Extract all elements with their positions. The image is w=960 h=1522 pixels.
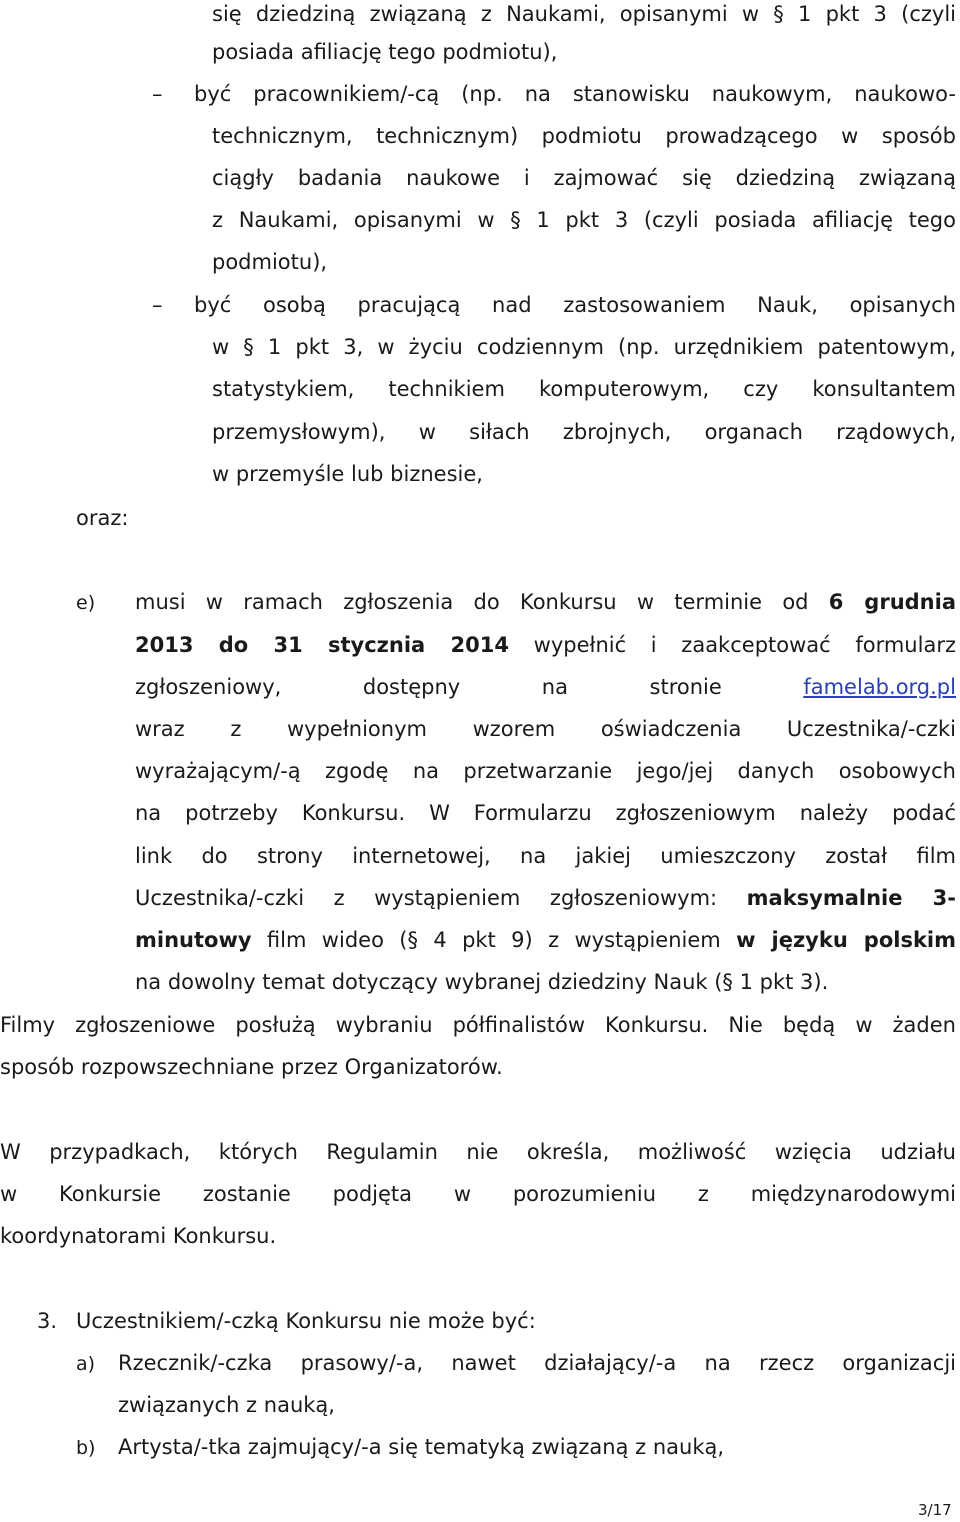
paragraph-line: w Konkursie zostanie podjęta w porozumieniu z międzynarodowymi bbox=[0, 1182, 956, 1206]
section-number: 3. bbox=[37, 1309, 58, 1333]
item-e-line: zgłoszeniowy, dostępny na stronie famelab.org.pl bbox=[135, 675, 956, 699]
item-e-line: minutowy film wideo (§ 4 pkt 9) z wystąpieniem w języku polskim bbox=[135, 928, 956, 952]
item-e-line: Uczestnika/-czki z wystąpieniem zgłoszeniowym: maksymalnie 3- bbox=[135, 886, 956, 910]
item-e-line: wyrażającym/-ą zgodę na przetwarzanie jego/jej danych osobowych bbox=[135, 759, 956, 783]
item-e-line: wraz z wypełnionym wzorem oświadczenia Uczestnika/-czki bbox=[135, 717, 956, 741]
paragraph-line: koordynatorami Konkursu. bbox=[0, 1224, 277, 1248]
oraz-label: oraz: bbox=[76, 506, 129, 530]
bullet-line: podmiotu), bbox=[212, 250, 328, 274]
bullet-line: być osobą pracującą nad zastosowaniem Nauk, opisanych bbox=[194, 293, 956, 317]
bullet-line: ciągły badania naukowe i zajmować się dziedziną związaną bbox=[212, 166, 956, 190]
list-continuation-line: posiada afiliację tego podmiotu), bbox=[212, 40, 558, 64]
bullet-dash: – bbox=[152, 82, 163, 106]
bullet-line: z Naukami, opisanymi w § 1 pkt 3 (czyli posiada afiliację tego bbox=[212, 208, 956, 232]
bullet-line: przemysłowym), w siłach zbrojnych, organach rządowych, bbox=[212, 420, 956, 444]
item-e-line: musi w ramach zgłoszenia do Konkursu w terminie od 6 grudnia bbox=[135, 590, 957, 614]
bullet-dash: – bbox=[152, 293, 163, 317]
bullet-line: być pracownikiem/-cą (np. na stanowisku naukowym, naukowo- bbox=[194, 82, 956, 106]
section-item-line: Rzecznik/-czka prasowy/-a, nawet działający/-a na rzecz organizacji bbox=[118, 1351, 956, 1375]
item-marker: a) bbox=[76, 1353, 96, 1375]
bullet-line: w § 1 pkt 3, w życiu codziennym (np. urzędnikiem patentowym, bbox=[212, 335, 956, 359]
paragraph-line: W przypadkach, których Regulamin nie określa, możliwość wzięcia udziału bbox=[0, 1140, 956, 1164]
section-item-line: Artysta/-tka zajmujący/-a się tematyką związaną z nauką, bbox=[118, 1435, 725, 1459]
section-item-line: związanych z nauką, bbox=[118, 1393, 335, 1417]
item-e-line: na dowolny temat dotyczący wybranej dziedziny Nauk (§ 1 pkt 3). bbox=[135, 970, 829, 994]
item-e-line: na potrzeby Konkursu. W Formularzu zgłoszeniowym należy podać bbox=[135, 801, 956, 825]
bullet-line: technicznym, technicznym) podmiotu prowadzącego w sposób bbox=[212, 124, 956, 148]
paragraph-line: Filmy zgłoszeniowe posłużą wybraniu półfinalistów Konkursu. Nie będą w żaden bbox=[0, 1013, 956, 1037]
section-heading: Uczestnikiem/-czką Konkursu nie może być: bbox=[76, 1309, 536, 1333]
item-e-line: 2013 do 31 stycznia 2014 wypełnić i zaakceptować formularz bbox=[135, 633, 956, 657]
bullet-line: w przemyśle lub biznesie, bbox=[212, 462, 483, 486]
famelab-link[interactable]: famelab.org.pl bbox=[803, 675, 956, 699]
item-e-line: link do strony internetowej, na jakiej umieszczony został film bbox=[135, 844, 956, 868]
bullet-line: statystykiem, technikiem komputerowym, czy konsultantem bbox=[212, 377, 956, 401]
paragraph-line: sposób rozpowszechniane przez Organizatorów. bbox=[0, 1055, 503, 1079]
page-number: 3/17 bbox=[918, 1501, 952, 1519]
item-marker: b) bbox=[76, 1437, 96, 1459]
list-continuation-line: się dziedziną związaną z Naukami, opisanymi w § 1 pkt 3 (czyli bbox=[212, 2, 956, 26]
item-marker: e) bbox=[76, 592, 96, 614]
